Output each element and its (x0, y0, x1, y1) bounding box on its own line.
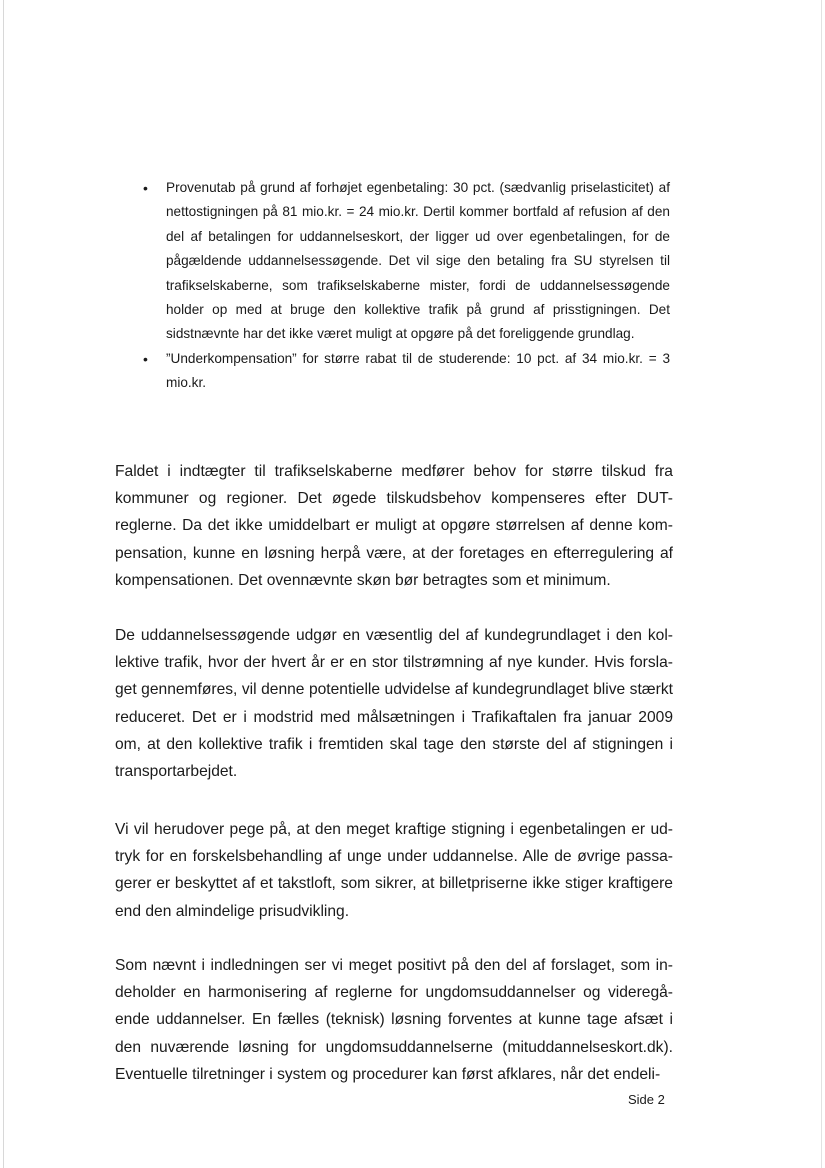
bullet-text: ”Underkompensation” for større rabat til de studerende: 10 pct. af 34 mio.kr. = 3 mio.kr. (166, 350, 670, 391)
bullet-icon: • (143, 180, 148, 196)
bullet-icon: • (143, 350, 148, 367)
page-number: Side 2 (628, 1092, 665, 1107)
paragraph: De uddannelsessøgende udgør en væsentlig del af kundegrundlaget i den kollektive trafik, hvor der hvert år er en stor tilstrømning af nye kunder. Hvis forslaget gennemføres, vil denne potentielle udvidelse af kundegrundlaget blive stærkt reduceret. Det er i modstrid med målsætningen i Trafikaftalen fra januar 2009 om, at den kollektive trafik i fremtiden skal tage den største del af stigningen i transportarbejdet. (115, 627, 673, 781)
bullet-text: Provenutab på grund af forhøjet egenbetaling: 30 pct. (sædvanlig priselasticitet) af nettostigningen på 81 mio.kr. = 24 mio.kr. Dertil kommer bortfald af refusion af den del af betalingen for uddannelseskort, der ligger ud over egenbetalingen, for de pågældende uddannelsessøgende. Det vil sige den betaling fra SU styrelsen til trafikselskaberne, som trafikselskaberne mister, fordi de uddannelsessøgende holder op med at bruge den kollektive trafik på grund af prisstigningen. Det sidstnævnte har det ikke været muligt at opgøre på det foreliggende grundlag. (166, 180, 670, 342)
list-item (140, 347, 670, 396)
scan-edge-left (3, 0, 4, 1168)
paragraph: Vi vil herudover pege på, at den meget kraftige stigning i egenbetalingen er udtryk for en forskelsbehandling af unge under uddannelse. Alle de øvrige passagerer er beskyttet af et takstloft, som sikrer, at billetpriserne ikke stiger kraftigere end den almindelige prisudvikling. (115, 821, 673, 920)
list-item (140, 176, 670, 347)
bullet-list (140, 176, 670, 396)
paragraph: Som nævnt i indledningen ser vi meget positivt på den del af forslaget, som indeholder en harmonisering af reglerne for ungdomsuddannelser og videregående uddannelser. En fælles (teknisk) løsning forventes at kunne tage afsæt i den nuværende løsning for ungdomsuddannelserne (mituddannelseskort.dk). Eventuelle tilretninger i system og procedurer kan først afklares, når det endeli- (115, 957, 673, 1083)
paragraph: Faldet i indtægter til trafikselskaberne medfører behov for større tilskud fra kommuner og regioner. Det øgede tilskudsbehov kompenseres efter DUT-reglerne. Da det ikke umiddelbart er muligt at opgøre størrelsen af denne kompensation, kunne en løsning herpå være, at der foretages en efterregulering af kompensationen. Det ovennævnte skøn bør betragtes som et minimum. (115, 463, 673, 589)
scan-edge-right (821, 0, 822, 1168)
